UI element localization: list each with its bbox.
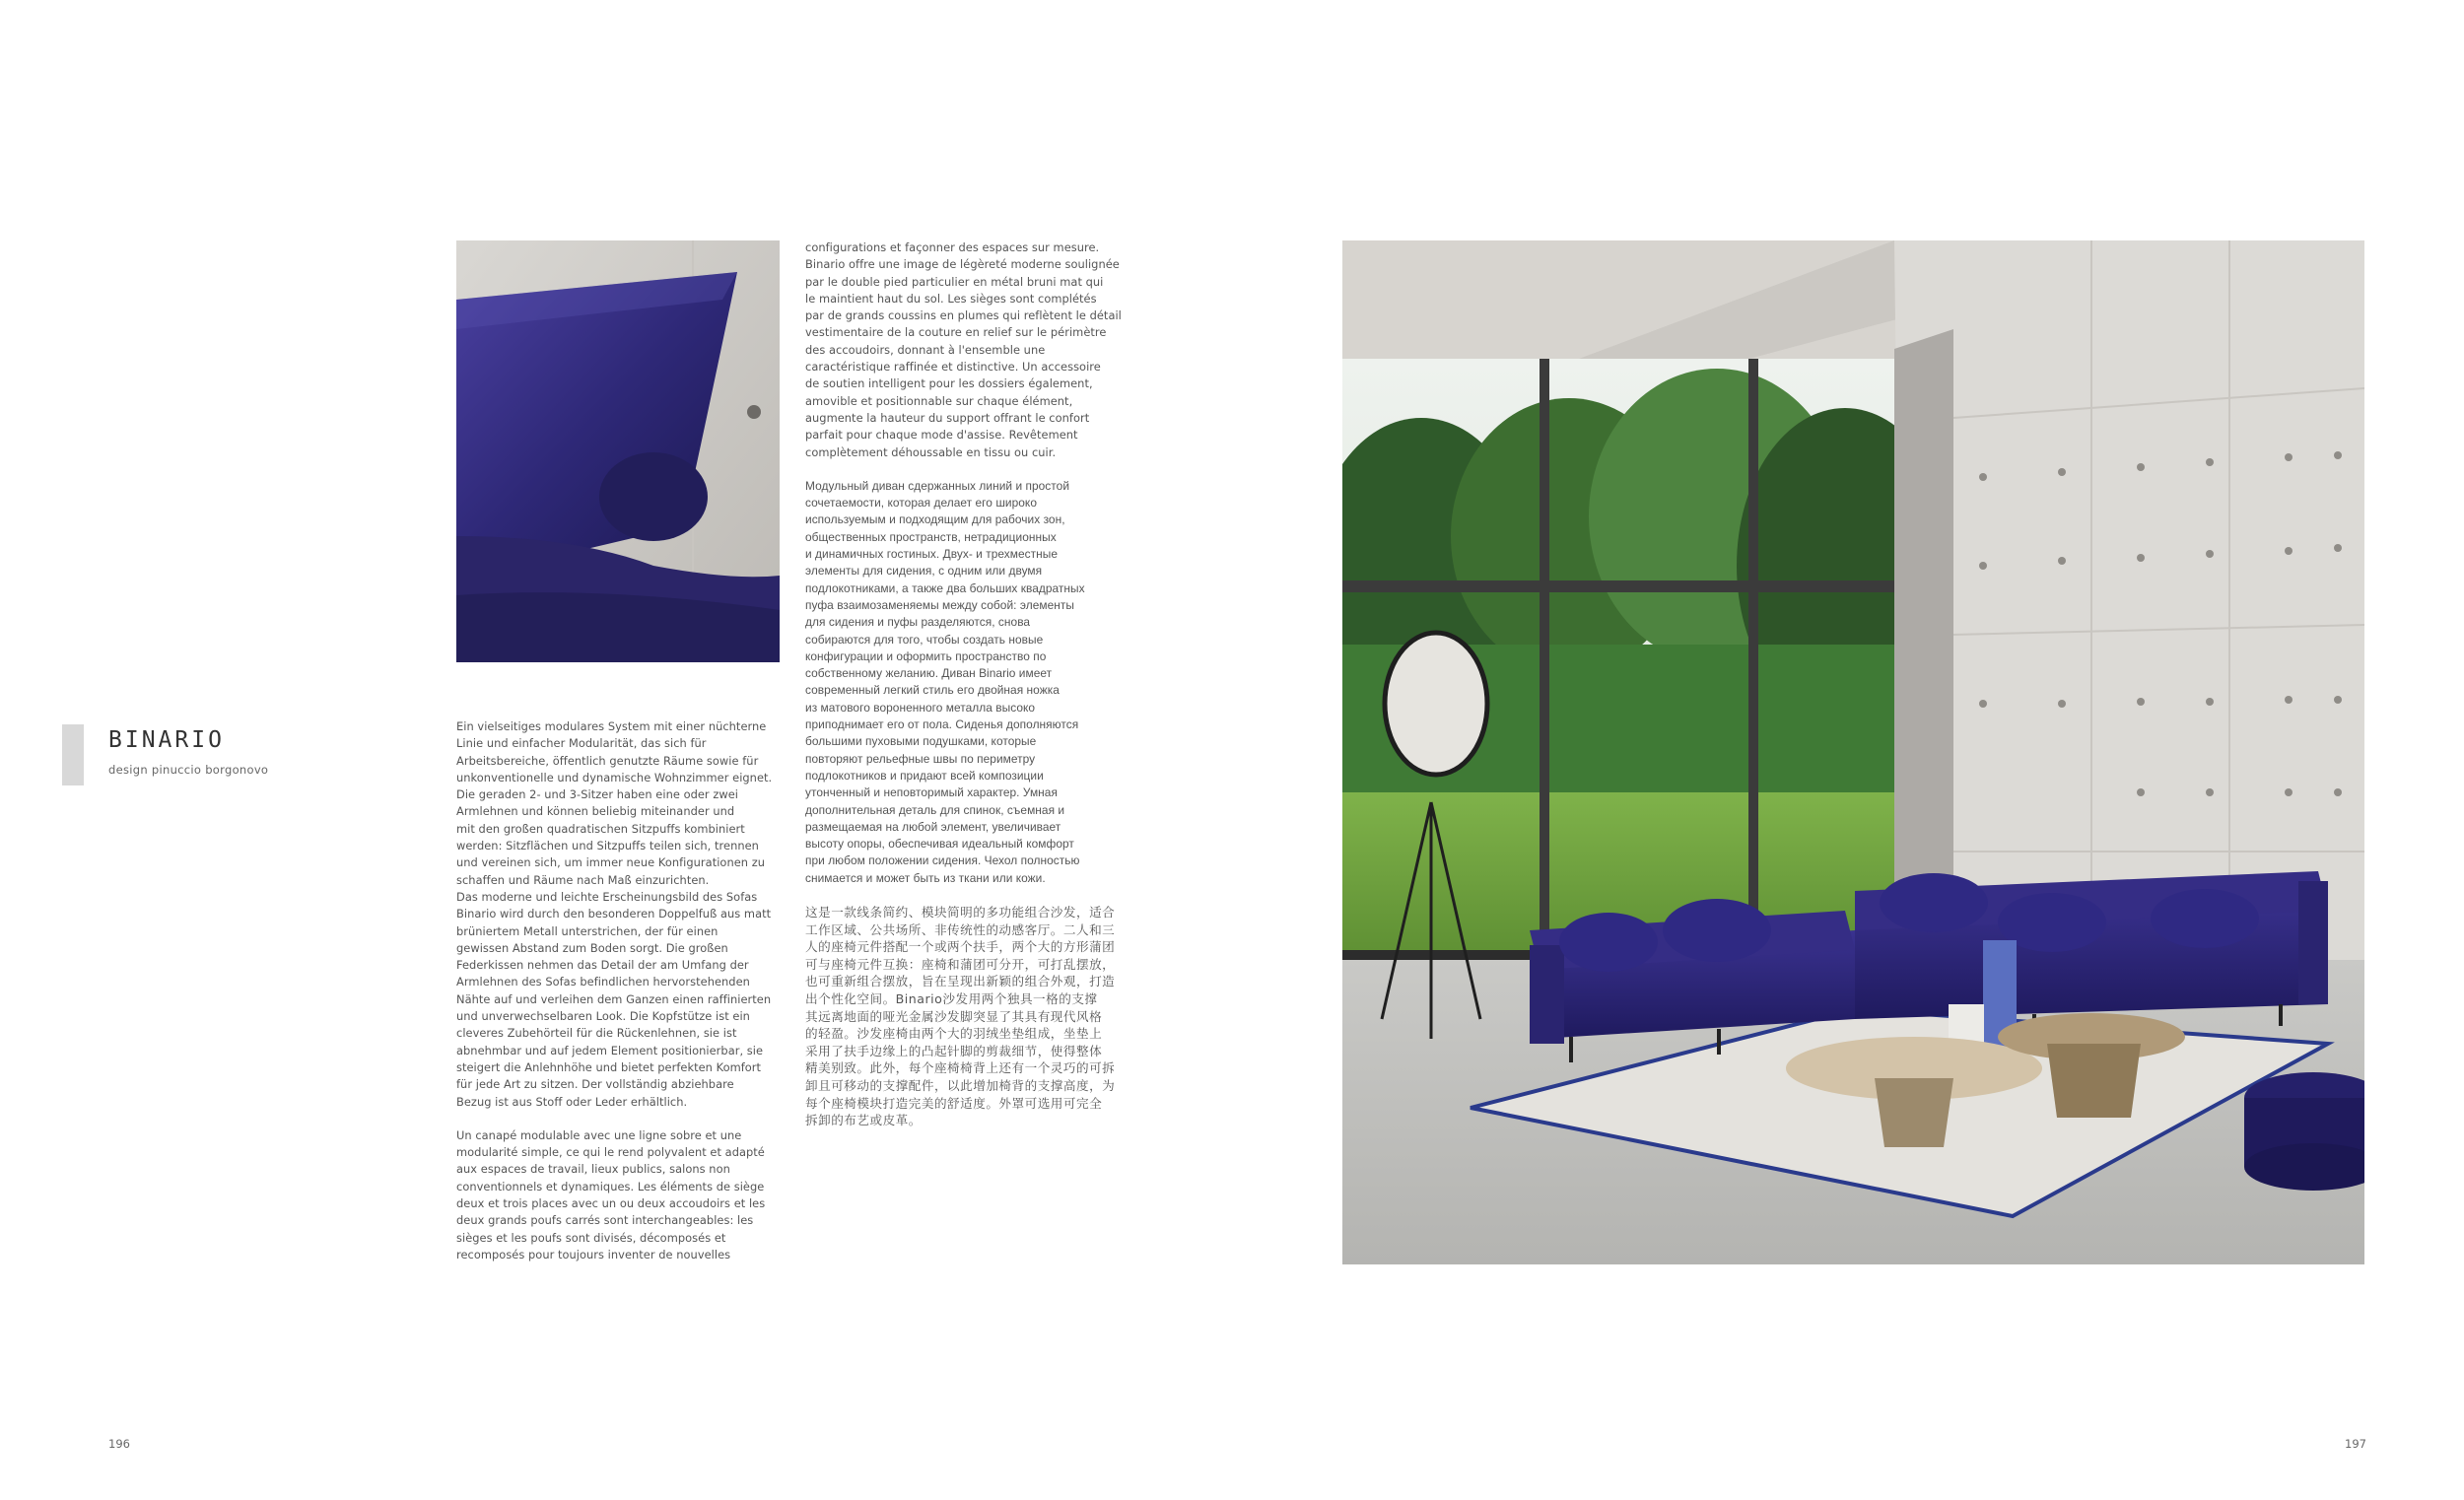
french-description-part2: configurations et façonner des espaces sur mesure. Binario offre une image de légèreté moderne soulignée par le double pied particulier en métal bruni mat qui le maintient haut du sol. Les sièges sont complétés par de grands coussins en plumes qui reflètent le détail vestimentaire de la couture en relief sur le périmètre des accoudoirs, donnant à l'ensemble une caractéristique raffinée et distinctive. Un accessoire de soutien intelligent pour les dossiers également, amovible et positionnable sur chaque élément, augmente la hauteur du support offrant le confort parfait pour chaque mode d'assise. Revêtement complètement déhoussable en tissu ou cuir.	[805, 240, 1122, 459]
designer-credit: design pinuccio borgonovo	[108, 763, 269, 777]
chinese-description: 这是一款线条简约、模块简明的多功能组合沙发，适合 工作区域、公共场所、非传统性的动感客厅。二人和三 人的座椅元件搭配一个或两个扶手，两个大的方形蒲团 可与座椅元件互换：座椅和蒲团可分开，可打乱摆放， 也可重新组合摆放，旨在呈现出新颖的组合外观，打造 出个性化空间。Binario沙发用两个独具一格的支撑 其远离地面的哑光金属沙发脚突显了其具有现代风格 的轻盈。沙发座椅由两个大的羽绒坐垫组成，坐垫上 采用了扶手边缘上的凸起针脚的剪裁细节，使得整体 精美别致。此外，每个座椅椅背上还有一个灵巧的可拆 卸且可移动的支撑配件，以此增加椅背的支撑高度，为 每个座椅模块打造完美的舒适度。外罩可选用可完全 拆卸的布艺或皮革。	[805, 904, 1116, 1128]
title-accent-bar	[62, 724, 84, 785]
german-description: Ein vielseitiges modulares System mit einer nüchterne Linie und einfacher Modularität, das sich für Arbeitsbereiche, öffentlich genutzte Räume sowie für unkonventionelle und dynamische Wohnzimmer eignet. Die geraden 2- und 3-Sitzer haben eine oder zwei Armlehnen und können beliebig miteinander und mit den großen quadratischen Sitzpuffs kombiniert werden: Sitzflächen und Sitzpuffs teilen sich, trennen und vereinen sich, um immer neue Konfigurationen zu schaffen und Räume nach Maß einzurichten. Das moderne und leichte Erscheinungsbild des Sofas Binario wird durch den besonderen Doppelfuß aus matt brüniertem Metall unterstrichen, der für einen gewissen Abstand zum Boden sorgt. Die großen Federkissen nehmen das Detail der am Umfang der Armlehnen des Sofas befindlichen hervorstehenden Nähte auf und verleihen dem Ganzen einen raffinierten und unverwechselbaren Look. Die Kopfstütze ist ein cleveres Zubehörteil für die Rückenlehnen, sie ist abnehmbar und auf jedem Element positionierbar, sie steigert die Anlehnhöhe und bietet perfekten Komfort für jede Art zu sitzen. Der vollständig abziehbare Bezug ist aus Stoff oder Leder erhältlich.	[456, 719, 773, 1109]
russian-description: Модульный диван сдержанных линий и простой сочетаемости, которая делает его широко используемым и подходящим для рабочих зон, общественных пространств, нетрадиционных и динамичных гостиных. Двух- и трехместные элементы для сидения, с одним или двумя подлокотниками, а также два больших квадратных пуфа взаимозаменяемы между собой: элементы для сидения и пуфы разделяются, снова собираются для того, чтобы создать новые конфигурации и оформить пространство по собственному желанию. Диван Binario имеет современный легкий стиль его двойная ножка из матового вороненного металла высоко приподнимает его от пола. Сиденья дополняются большими пуховыми подушками, которые повторяют рельефные швы по периметру подлокотников и придают всей композиции утонченный и неповторимый характер. Умная дополнительная деталь для спинок, съемная и размещаемая на любой элемент, увеличивает высоту опоры, обеспечивая идеальный комфорт при любом положении сидения. Чехол полностью снимается и может быть из ткани или кожи.	[805, 478, 1085, 885]
cushion-closeup-photo	[456, 240, 780, 662]
living-room-sofa-photo	[1342, 240, 2364, 1264]
text-column-left	[456, 718, 782, 1280]
text-column-right	[805, 239, 1140, 1146]
page-number-left: 196	[108, 1437, 130, 1451]
page-number-right: 197	[2345, 1437, 2366, 1451]
product-title: BINARIO	[108, 727, 225, 753]
french-description-part1: Un canapé modulable avec une ligne sobre et une modularité simple, ce qui le rend polyvalent et adapté aux espaces de travail, lieux publics, salons non conventionnels et dynamiques. Les éléments de siège deux et trois places avec un ou deux accoudoirs et les deux grands poufs carrés sont interchangeables: les sièges et les poufs sont divisés, décomposés et recomposés pour toujours inventer de nouvelles	[456, 1127, 766, 1261]
